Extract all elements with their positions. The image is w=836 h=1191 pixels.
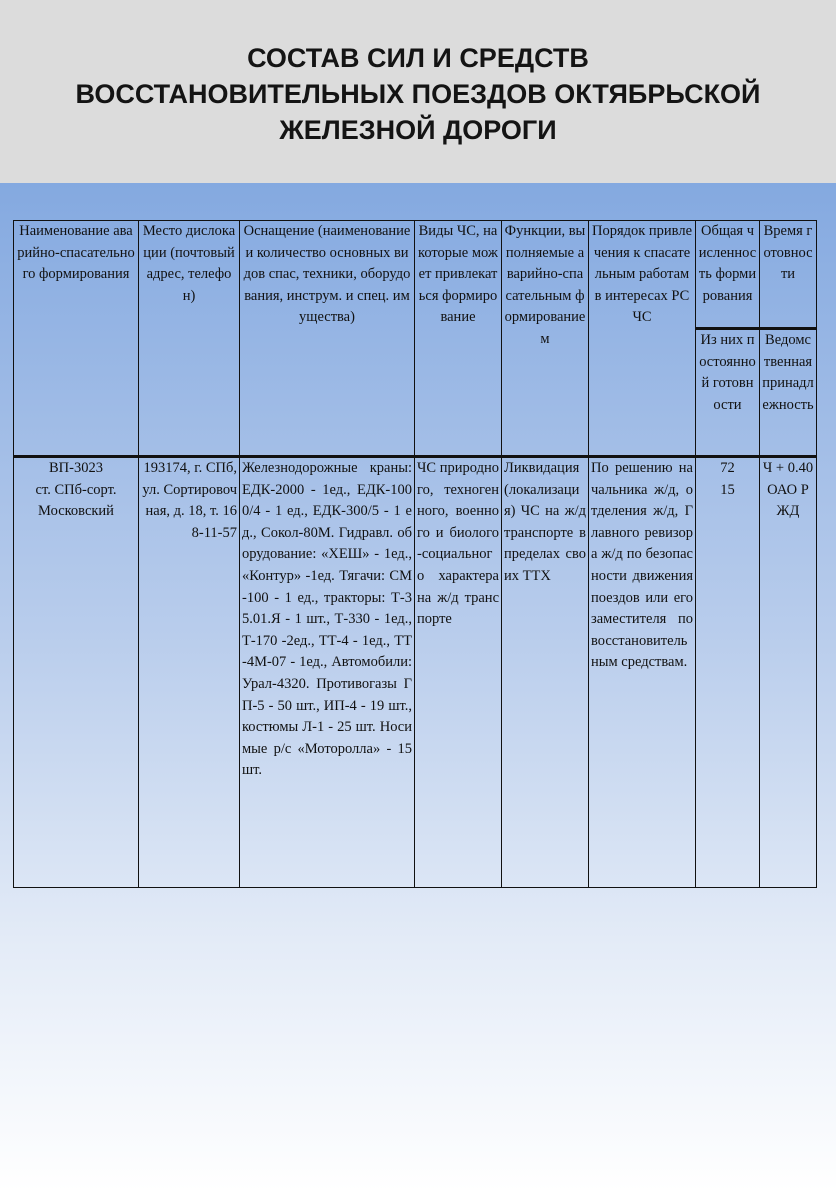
cell-emergency-types: ЧС природного, техногенного, военного и биолого-социального характера на ж/д транспорте (415, 457, 502, 888)
readiness-time-value: Ч + 0.40 (762, 460, 814, 476)
cell-equipment: Железнодорожные краны: ЕДК-2000 - 1ед., ЕДК-1000/4 - 1 ед., ЕДК-300/5 - 1 ед., Сокол-80М. Гидравл. оборудование: «ХЕШ» - 1ед., «Контур» -1ед. Тягачи: СМ-100 - 1 ед., тракторы: Т-35.01.Я - 1 шт., Т-330 - 1ед., Т-170 -2ед., ТТ-4 - 1ед., ТТ-4М-07 - 1ед., Автомобили: Урал-4320. Противогазы ГП-5 - 50 шт., ИП-4 - 19 шт., костюмы Л-1 - 25 шт. Носимые р/с «Моторолла» - 15 шт. (240, 457, 415, 888)
header-functions: Функции, выполняемые аварийно-спасательным формированием (502, 221, 589, 457)
cell-name: ВП-3023 ст. СПб-сорт. Московский (14, 457, 139, 888)
header-of-them: Из них постоянной готовности (696, 329, 760, 457)
header-band (0, 0, 836, 183)
header-emergency-types: Виды ЧС, на которые может привлекаться формирование (415, 221, 502, 457)
header-readiness-time: Время готовности (760, 221, 817, 329)
cell-location: 193174, г. СПб, ул. Сортировочная, д. 18, т. 168-11-57 (139, 457, 240, 888)
cell-staff (696, 457, 760, 888)
of-them-value: 15 (720, 481, 735, 498)
header-location: Место дислокации (почтовый адрес, телефон) (139, 221, 240, 457)
cell-procedure: По решению начальника ж/д, отделения ж/д, Главного ревизора ж/д по безопасности движения поездов или его заместителя по восстановительным средствам. (589, 457, 696, 888)
affiliation-value: ОАО РЖД (767, 481, 809, 520)
cell-functions: Ликвидация (локализация) ЧС на ж/д транспорте в пределах своих ТТХ (502, 457, 589, 888)
table-row (14, 457, 817, 888)
header-equipment: Оснащение (наименование и количество основных видов спас, техники, оборудования, инструм. и спец. имущества) (240, 221, 415, 457)
total-staff-value: 72 (720, 460, 735, 476)
forces-table (13, 220, 817, 888)
header-total-staff: Общая численность формирования (696, 221, 760, 329)
page-title: СОСТАВ СИЛ И СРЕДСТВ ВОССТАНОВИТЕЛЬНЫХ ПОЕЗДОВ ОКТЯБРЬСКОЙ ЖЕЛЕЗНОЙ ДОРОГИ (75, 43, 761, 145)
header-procedure: Порядок привлечения к спасательным работам в интересах РСЧС (589, 221, 696, 457)
header-affiliation: Ведомственная принадлежность (760, 329, 817, 457)
cell-readiness (760, 457, 817, 888)
table-header-row (14, 221, 817, 329)
header-name: Наименование аварийно-спасательного формирования (14, 221, 139, 457)
